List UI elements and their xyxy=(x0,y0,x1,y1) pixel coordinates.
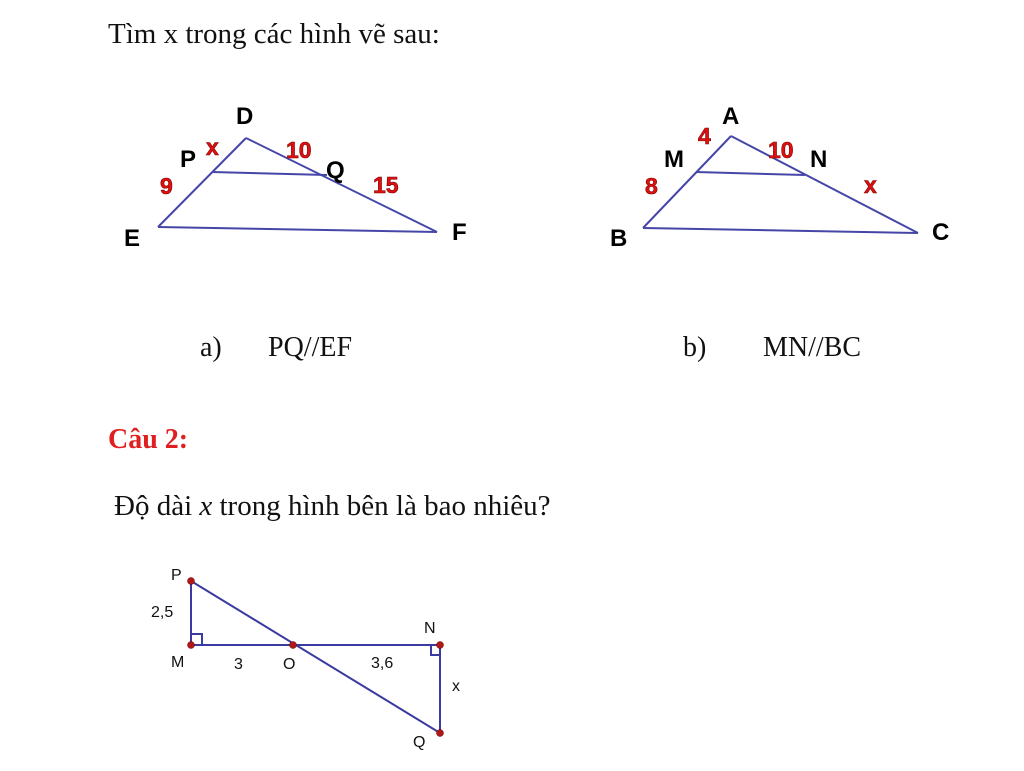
measure-dp: x xyxy=(206,134,219,160)
question2-text-before: Độ dài xyxy=(114,490,200,522)
question2-text xyxy=(114,490,551,523)
caption-a: PQ//EF xyxy=(268,332,353,363)
point-n xyxy=(437,642,444,649)
vertex-label-m: M xyxy=(664,146,684,173)
vertex-label-n2: N xyxy=(424,620,436,637)
question2-text-after: trong hình bên là bao nhiêu? xyxy=(212,490,551,522)
measure-pe: 9 xyxy=(160,173,173,199)
measure-pm: 2,5 xyxy=(151,604,174,621)
vertex-label-p: P xyxy=(180,146,197,173)
caption-b: MN//BC xyxy=(763,332,862,363)
measure-mo: 3 xyxy=(234,656,243,673)
measure-nq: x xyxy=(452,678,460,695)
question2-heading: Câu 2: xyxy=(108,424,189,455)
vertex-label-m2: M xyxy=(171,654,185,671)
vertex-label-c: C xyxy=(932,219,950,246)
measure-on: 3,6 xyxy=(371,655,394,672)
segment-pq xyxy=(212,172,327,175)
vertex-label-p2: P xyxy=(171,567,182,584)
point-p xyxy=(188,578,195,585)
caption-b-tag: b) xyxy=(683,332,707,363)
segment-df xyxy=(246,138,437,232)
segment-mn xyxy=(696,172,805,175)
measure-mb: 8 xyxy=(645,173,658,199)
measure-an: 10 xyxy=(768,137,794,163)
figure-b-triangle-abc xyxy=(610,103,949,252)
vertex-label-e: E xyxy=(124,225,141,252)
vertex-label-o: O xyxy=(283,656,296,673)
vertex-label-q: Q xyxy=(326,157,345,184)
figure-question2 xyxy=(151,567,460,751)
figure-a-triangle-def xyxy=(124,103,467,252)
segment-pq xyxy=(191,581,440,733)
question2-variable: x xyxy=(199,490,213,522)
point-q xyxy=(437,730,444,737)
caption-a-tag: a) xyxy=(200,332,222,363)
measure-am: 4 xyxy=(698,123,711,149)
measure-qf: 15 xyxy=(373,172,399,198)
vertex-label-n: N xyxy=(810,146,828,173)
point-o xyxy=(290,642,297,649)
vertex-label-f: F xyxy=(452,219,467,246)
exercise1-instruction: Tìm x trong các hình vẽ sau: xyxy=(108,18,440,50)
segment-ef xyxy=(158,227,437,232)
vertex-label-q2: Q xyxy=(413,734,426,751)
measure-nc: x xyxy=(864,172,877,198)
vertex-label-b: B xyxy=(610,225,628,252)
point-m xyxy=(188,642,195,649)
segment-bc xyxy=(643,228,918,233)
measure-dq: 10 xyxy=(286,137,312,163)
vertex-label-d: D xyxy=(236,103,254,130)
vertex-label-a: A xyxy=(722,103,740,130)
